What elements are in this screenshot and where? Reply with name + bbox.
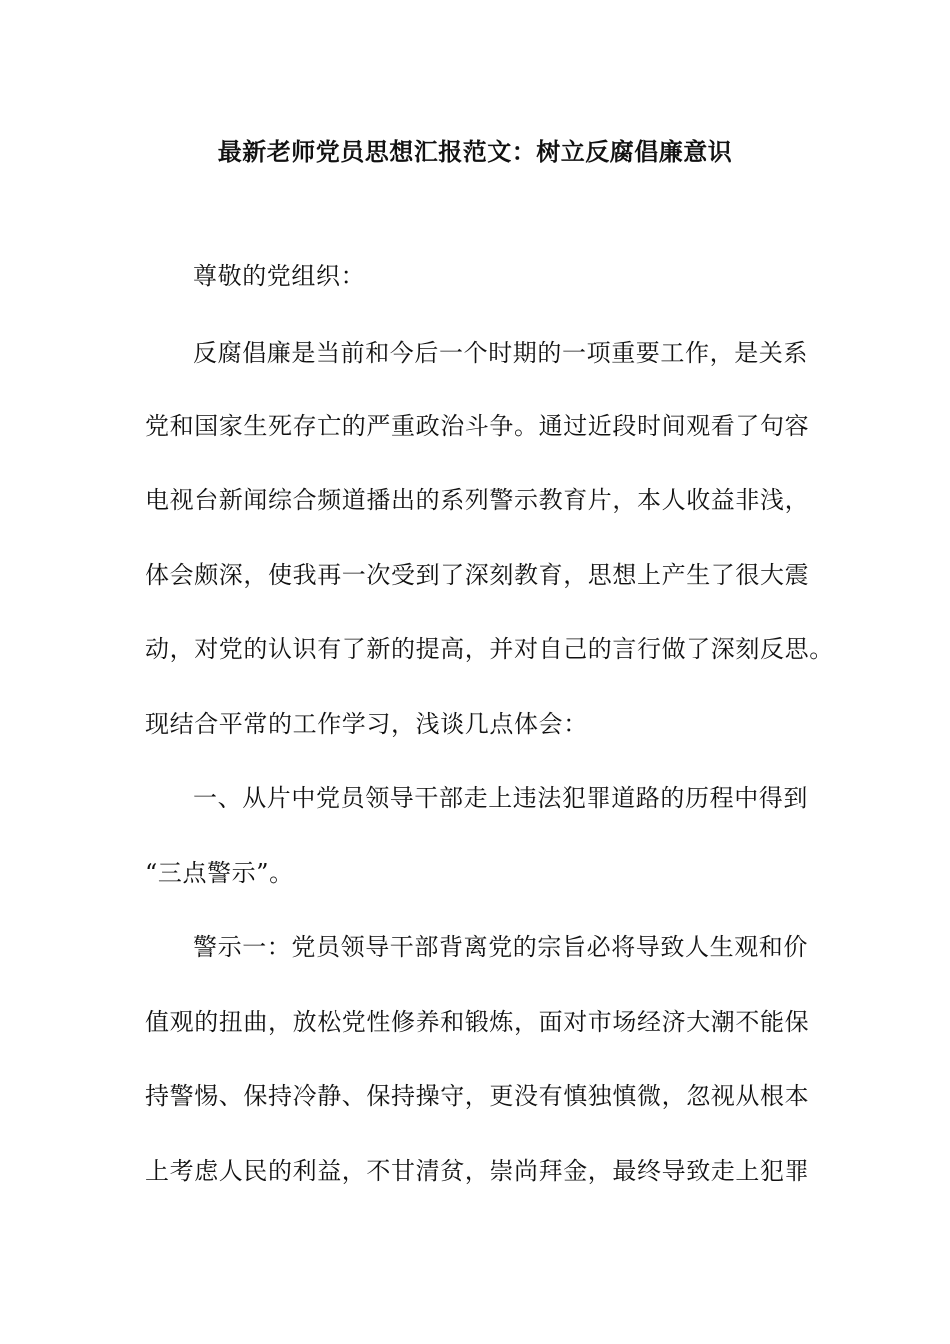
section-heading-line: “三点警示”。	[145, 859, 294, 887]
document-title: 最新老师党员思想汇报范文：树立反腐倡廉意识	[217, 137, 733, 166]
paragraph-line: 体会颇深，使我再一次受到了深刻教育，思想上产生了很大震	[145, 561, 810, 589]
paragraph-line: 党和国家生死存亡的严重政治斗争。通过近段时间观看了句容	[145, 412, 810, 440]
salutation: 尊敬的党组织：	[193, 262, 366, 290]
paragraph-line: 动，对党的认识有了新的提高，并对自己的言行做了深刻反思。	[145, 635, 834, 663]
paragraph-line: 上考虑人民的利益，不甘清贫，崇尚拜金，最终导致走上犯罪	[145, 1157, 810, 1185]
paragraph-line: 持警惕、保持冷静、保持操守，更没有慎独慎微，忽视从根本	[145, 1082, 810, 1110]
paragraph-line: 警示一：党员领导干部背离党的宗旨必将导致人生观和价	[193, 933, 808, 961]
paragraph-line: 值观的扭曲，放松党性修养和锻炼，面对市场经济大潮不能保	[145, 1008, 810, 1036]
paragraph-line: 反腐倡廉是当前和今后一个时期的一项重要工作，是关系	[193, 339, 808, 367]
section-heading-line: 一、从片中党员领导干部走上违法犯罪道路的历程中得到	[193, 784, 808, 812]
paragraph-line: 电视台新闻综合频道播出的系列警示教育片，本人收益非浅，	[145, 486, 810, 514]
paragraph-line: 现结合平常的工作学习，浅谈几点体会：	[145, 710, 588, 738]
